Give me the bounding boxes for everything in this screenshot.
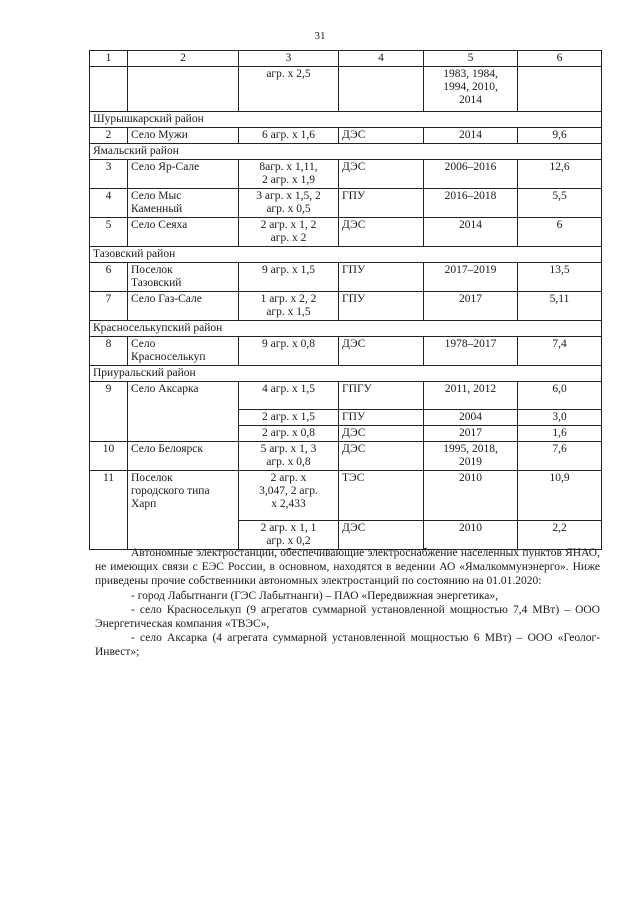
- table-row: 8 Село Красноселькуп 9 агр. х 0,8 ДЭС 1978–2017 7,4: [90, 337, 602, 366]
- section-row: [90, 247, 602, 263]
- section-row: [90, 112, 602, 128]
- table-row: 2 агр. х 0,8 ДЭС 2017 1,6: [90, 426, 602, 442]
- header-cell: 5: [424, 51, 518, 67]
- table-row: 5 Село Сеяха 2 агр. х 1, 2 агр. х 2 ДЭС 2014 6: [90, 218, 602, 247]
- section-title: Ямальский район: [90, 144, 602, 160]
- body-text: [95, 546, 600, 660]
- page-number: 31: [314, 30, 326, 42]
- table-row: 9 Село Аксарка 4 агр. х 1,5 ГПГУ 2011, 2012 6,0: [90, 382, 602, 410]
- table-row: [90, 67, 602, 112]
- table-row: 3 Село Яр-Сале 8агр. х 1,11, 2 агр. х 1,9 ДЭС 2006–2016 12,6: [90, 160, 602, 189]
- header-cell: 6: [518, 51, 602, 67]
- list-item: - село Красноселькуп (9 агрегатов суммарной установленной мощностью 7,4 МВт) – ООО Энергетическая компания «ТВЭС»,: [95, 603, 600, 631]
- list-item: - село Аксарка (4 агрегата суммарной установленной мощностью 6 МВт) – ООО «Геолог-Инвест»;: [95, 632, 600, 659]
- table-row: 11 Поселок городского типа Харп 2 агр. х 3,047, 2 агр. х 2,433 ТЭС 2010 10,9: [90, 471, 602, 521]
- units-cell: агр. х 2,5: [239, 67, 339, 112]
- header-cell: 1: [90, 51, 128, 67]
- table-row: 10 Село Белоярск 5 агр. х 1, 3 агр. х 0,8 ДЭС 1995, 2018, 2019 7,6: [90, 442, 602, 471]
- paragraph: Автономные электростанции, обеспечивающие электроснабжение населенных пунктов ЯНАО, не имеющих связи с ЕЭС России, в основном, находятся в ведении АО «Ямалкоммунэнерго». Ниже приведены прочие собственники автономных электростанций по состоянию на 01.01.2020:: [95, 547, 600, 588]
- section-row: [90, 321, 602, 337]
- table-row: 2 агр. х 1,5 ГПУ 2004 3,0: [90, 410, 602, 426]
- header-cell: 4: [339, 51, 424, 67]
- section-title: Шурышкарский район: [90, 112, 602, 128]
- table-row: 2 агр. х 1, 1 агр. х 0,2 ДЭС 2010 2,2: [90, 521, 602, 550]
- section-row: [90, 144, 602, 160]
- table-row: 6 Поселок Тазовский 9 агр. х 1,5 ГПУ 2017–2019 13,5: [90, 263, 602, 292]
- years-cell: 1983, 1984, 1994, 2010, 2014: [424, 67, 518, 112]
- section-title: Приуральский район: [90, 366, 602, 382]
- table-row: 7 Село Газ-Сале 1 агр. х 2, 2 агр. х 1,5 ГПУ 2017 5,11: [90, 292, 602, 321]
- header-cell: 3: [239, 51, 339, 67]
- power-stations-table: [89, 50, 602, 550]
- table-header-row: [90, 51, 602, 67]
- table-row: 2 Село Мужи 6 агр. х 1,6 ДЭС 2014 9,6: [90, 128, 602, 144]
- section-title: Красноселькупский район: [90, 321, 602, 337]
- section-title: Тазовский район: [90, 247, 602, 263]
- list-item: - город Лабытнанги (ГЭС Лабытнанги) – ПАО «Передвижная энергетика»,: [131, 589, 499, 602]
- table-row: 4 Село Мыс Каменный 3 агр. х 1,5, 2 агр. х 0,5 ГПУ 2016–2018 5,5: [90, 189, 602, 218]
- header-cell: 2: [128, 51, 239, 67]
- section-row: [90, 366, 602, 382]
